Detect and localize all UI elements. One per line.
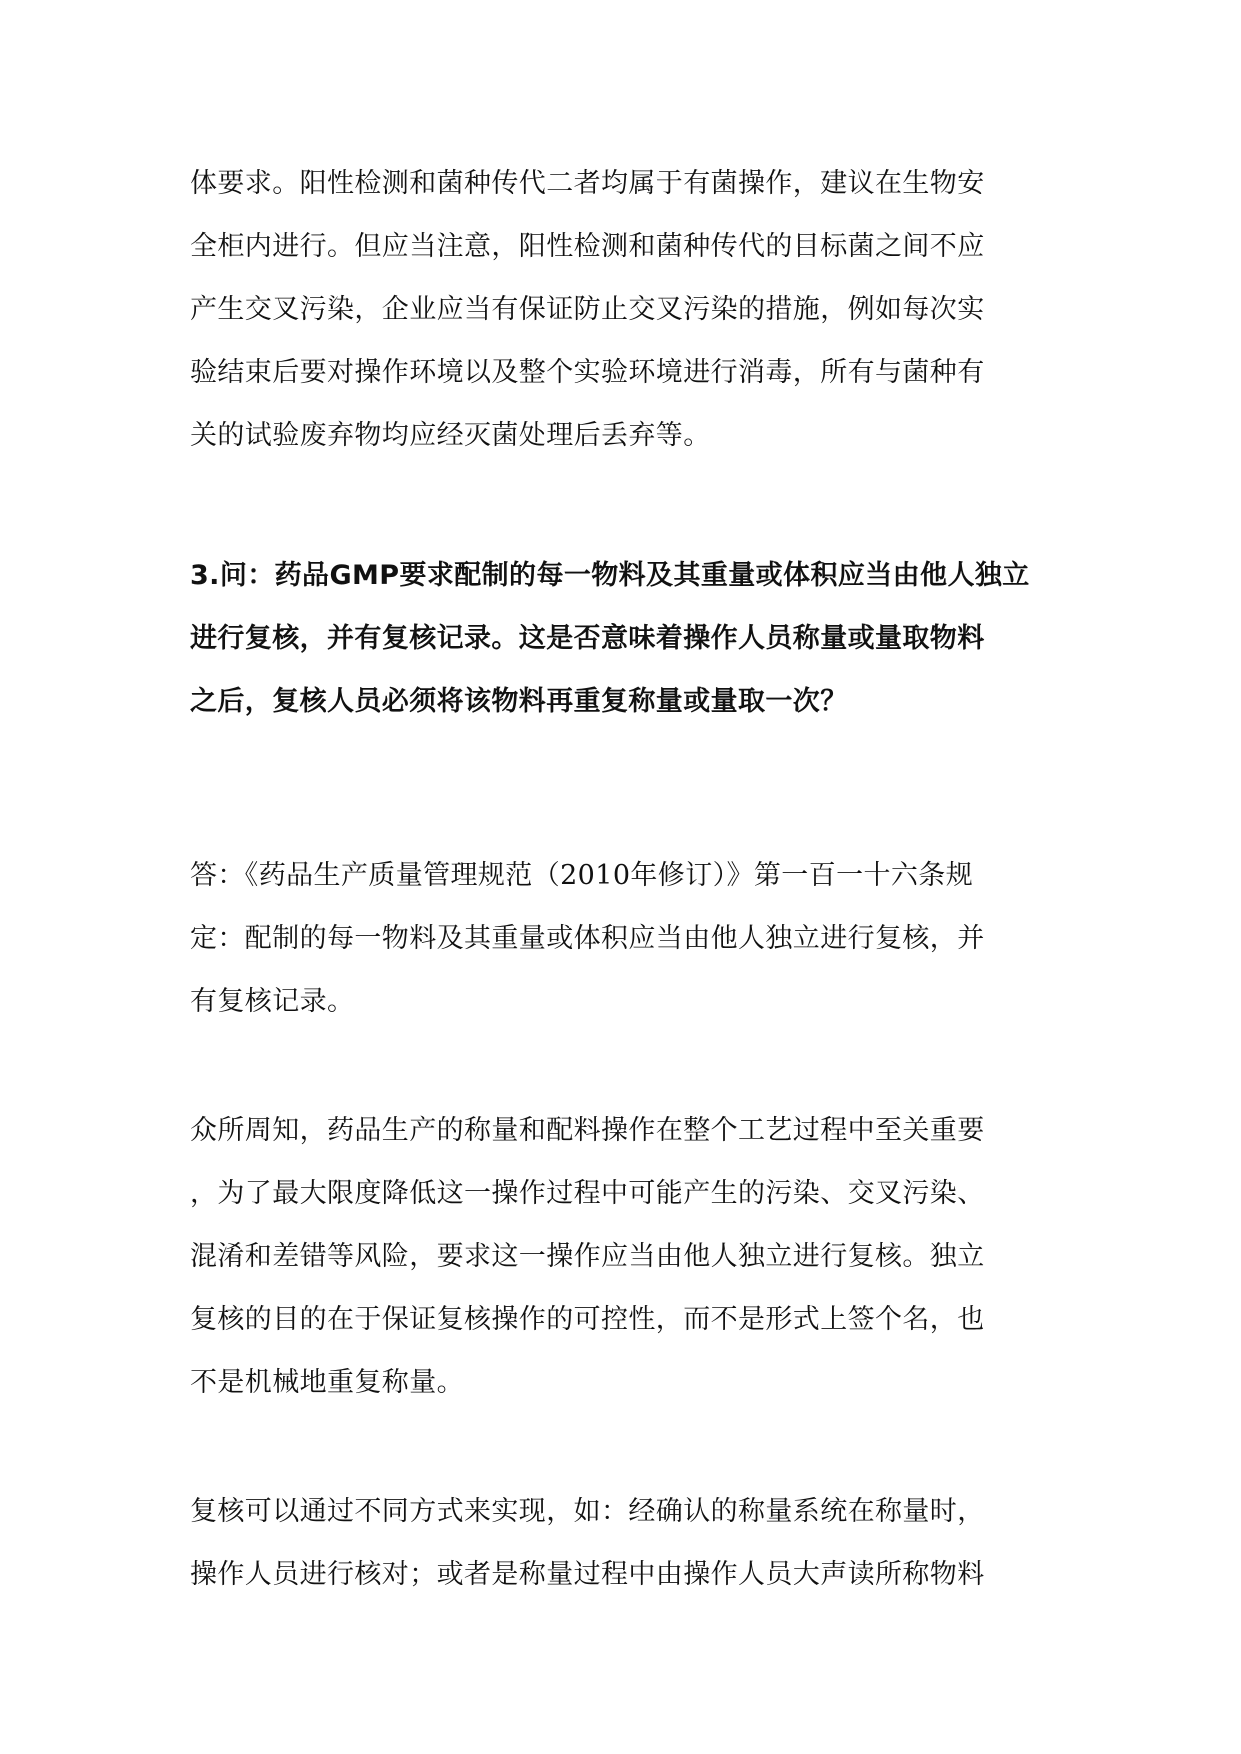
paragraph-2-line-5: 不是机械地重复称量。 bbox=[190, 1367, 464, 1398]
paragraph-1-line-1: 体要求。阳性检测和菌种传代二者均属于有菌操作，建议在生物安 bbox=[190, 168, 985, 199]
paragraph-2-line-4: 复核的目的在于保证复核操作的可控性，而不是形式上签个名，也 bbox=[190, 1304, 985, 1335]
paragraph-3-line-2: 操作人员进行核对；或者是称量过程中由操作人员大声读所称物料 bbox=[190, 1559, 985, 1590]
answer-line-2: 定：配制的每一物料及其重量或体积应当由他人独立进行复核，并 bbox=[190, 923, 985, 954]
question-3-line-3: 之后，复核人员必须将该物料再重复称量或量取一次？ bbox=[190, 686, 848, 717]
question-3-line-2: 进行复核，并有复核记录。这是否意味着操作人员称量或量取物料 bbox=[190, 623, 985, 654]
paragraph-1-line-2: 全柜内进行。但应当注意，阳性检测和菌种传代的目标菌之间不应 bbox=[190, 231, 985, 262]
answer-line-3: 有复核记录。 bbox=[190, 986, 355, 1017]
paragraph-2-line-1: 众所周知，药品生产的称量和配料操作在整个工艺过程中至关重要 bbox=[190, 1115, 985, 1146]
answer-line-1: 答：《药品生产质量管理规范（2010年修订）》第一百一十六条规 bbox=[190, 860, 974, 891]
paragraph-3-line-1: 复核可以通过不同方式来实现，如：经确认的称量系统在称量时， bbox=[190, 1496, 985, 1527]
paragraph-2-line-2: ，为了最大限度降低这一操作过程中可能产生的污染、交叉污染、 bbox=[190, 1178, 985, 1209]
paragraph-2-line-3: 混淆和差错等风险，要求这一操作应当由他人独立进行复核。独立 bbox=[190, 1241, 985, 1272]
paragraph-1-line-4: 验结束后要对操作环境以及整个实验环境进行消毒，所有与菌种有 bbox=[190, 357, 985, 388]
question-3-line-1: 3.问：药品GMP要求配制的每一物料及其重量或体积应当由他人独立 bbox=[190, 560, 1030, 591]
paragraph-1-line-3: 产生交叉污染，企业应当有保证防止交叉污染的措施，例如每次实 bbox=[190, 294, 985, 325]
paragraph-1-line-5: 关的试验废弃物均应经灭菌处理后丢弃等。 bbox=[190, 420, 711, 451]
